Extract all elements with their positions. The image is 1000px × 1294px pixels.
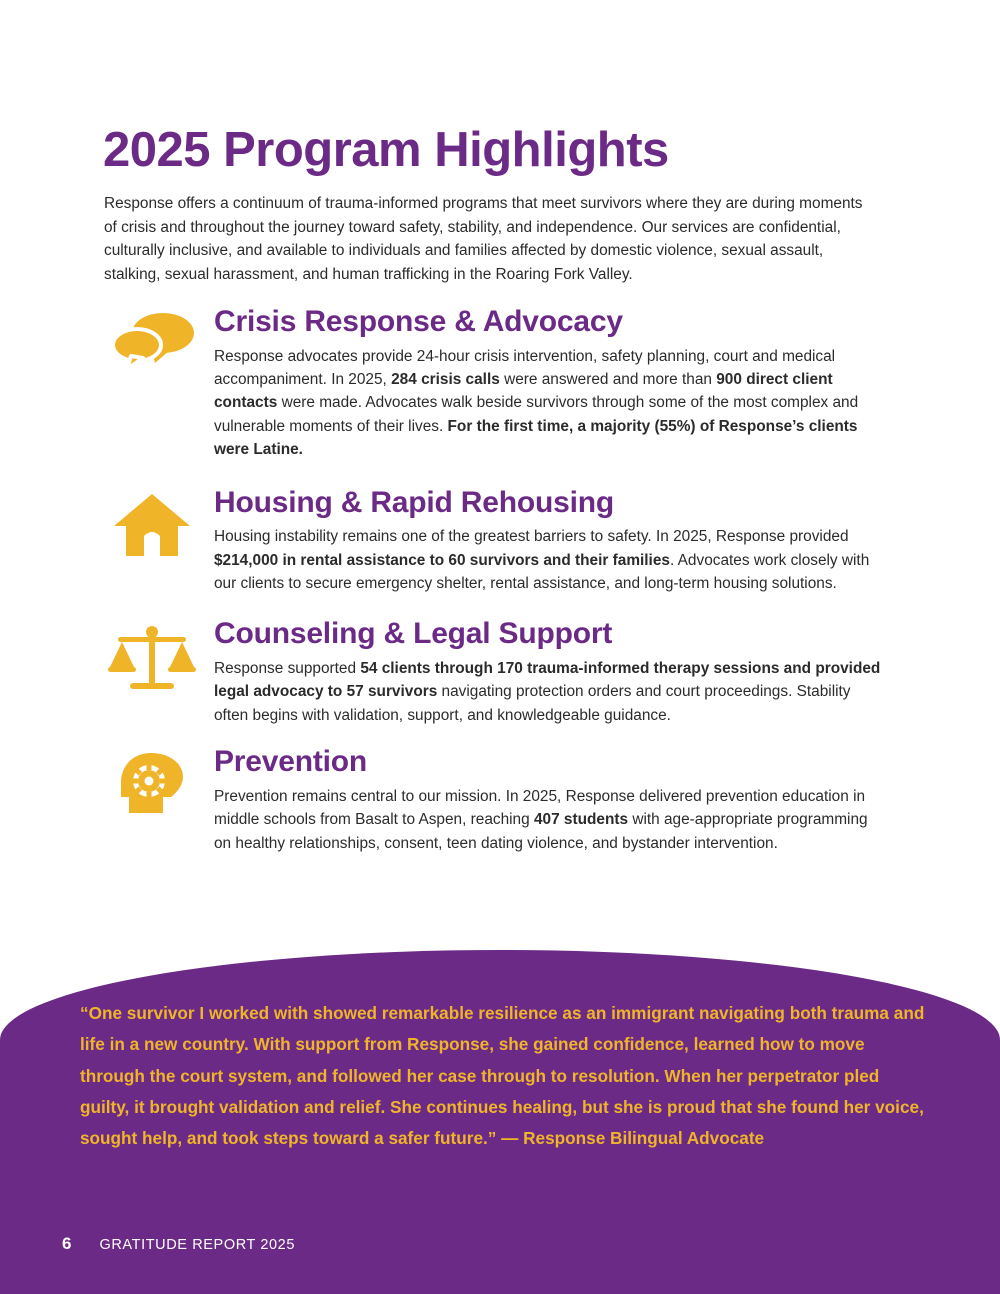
- section-counseling-legal: [104, 617, 894, 727]
- program-sections: [104, 305, 894, 855]
- section-text: Response advocates provide 24-hour crisis intervention, safety planning, court and medical accompaniment. In 2025, 284 crisis calls were answered and more than 900 direct client contacts were made. Advocates walk beside survivors through some of the most complex and vulnerable moments of their lives. For the first time, a majority (55%) of Response’s clients were Latine.: [214, 347, 859, 459]
- section-crisis-response: [104, 305, 894, 462]
- head-with-gear-icon: [104, 751, 200, 831]
- page-footer: [62, 1234, 295, 1254]
- section-text: Prevention remains central to our mission. In 2025, Response delivered prevention education in middle schools from Basalt to Aspen, reaching 407 students with age-appropriate programming on healthy relationships, consent, teen dating violence, and bystander intervention.: [214, 787, 868, 852]
- section-heading: Crisis Response & Advocacy: [214, 305, 623, 338]
- testimonial-quote: [80, 998, 928, 1154]
- section-prevention: [104, 745, 894, 855]
- page-title: 2025 Program Highlights: [103, 122, 669, 177]
- section-heading: Housing & Rapid Rehousing: [214, 485, 614, 519]
- footer-label: GRATITUDE REPORT 2025: [99, 1237, 295, 1253]
- section-text: Housing instability remains one of the greatest barriers to safety. In 2025, Response provided $214,000 in rental assistance to 60 survivors and their families. Advocates work closely with our clients to secure emergency shelter, rental assistance, and long-term housing solutions.: [214, 528, 870, 593]
- section-text: Response supported 54 clients through 170 trauma-informed therapy sessions and provided legal advocacy to 57 survivors navigating protection orders and court proceedings. Stability often begins with validation, support, and knowledgeable guidance.: [214, 660, 881, 724]
- intro-paragraph: Response offers a continuum of trauma-informed programs that meet survivors where they are during moments of crisis and throughout the journey toward safety, stability, and independence. Our services are confidential, culturally inclusive, and available to individuals and families affected by domestic violence, sexual assault, stalking, sexual harassment, and human trafficking in the Roaring Fork Valley.: [104, 195, 863, 283]
- section-heading: Prevention: [214, 745, 368, 779]
- quote-body: “One survivor I worked with showed remarkable resilience as an immigrant navigating both trauma and life in a new country. With support from Response, she gained confidence, learned how to move through the court system, and followed her case through to resolution. When her perpetrator pled guilty, it brought validation and relief. She continues healing, but she is proud that she found her voice, sought help, and took steps toward a safer future.”: [80, 1003, 925, 1149]
- speech-bubbles-icon: [104, 311, 200, 391]
- house-icon: [104, 492, 200, 572]
- quote-attribution: — Response Bilingual Advocate: [501, 1128, 765, 1149]
- section-housing: [104, 486, 894, 596]
- page-number: 6: [62, 1234, 72, 1253]
- testimonial-band: [0, 950, 1000, 1294]
- scales-of-justice-icon: [104, 623, 200, 703]
- section-heading: Counseling & Legal Support: [214, 617, 613, 651]
